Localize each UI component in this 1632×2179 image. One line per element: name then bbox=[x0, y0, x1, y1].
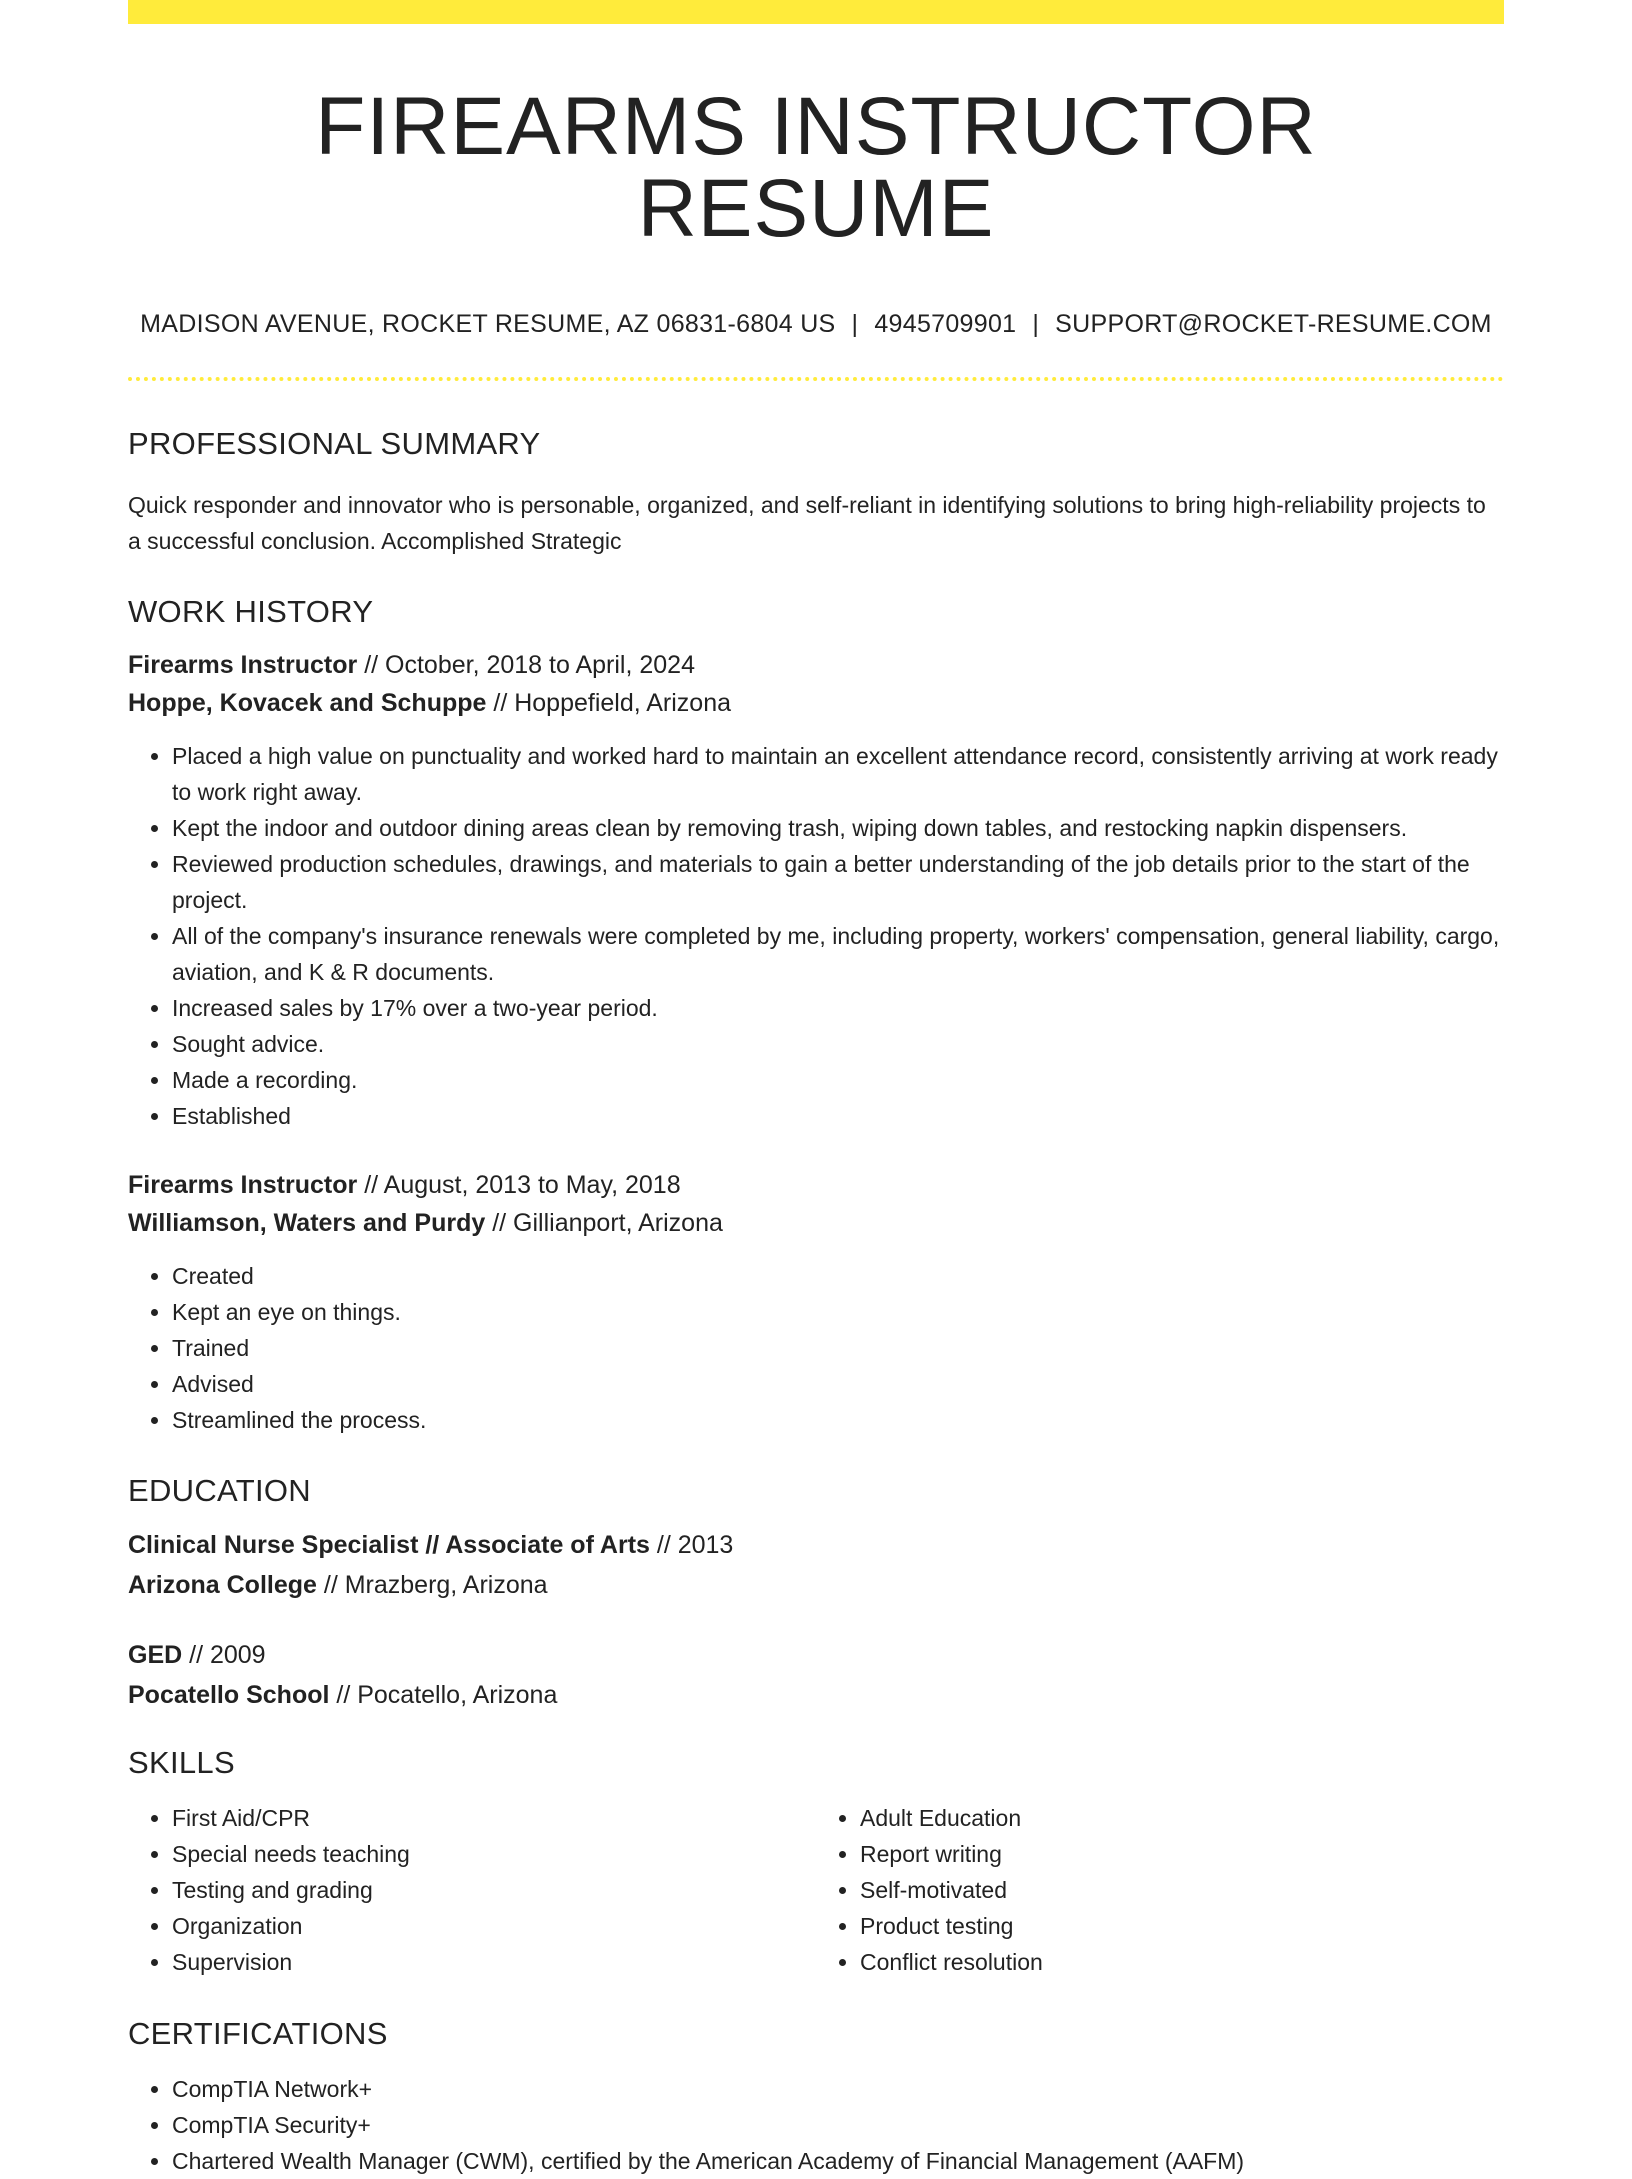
section-heading-work: WORK HISTORY bbox=[128, 594, 374, 629]
job-title-line bbox=[128, 1166, 1504, 1204]
job-company: Williamson, Waters and Purdy bbox=[128, 1209, 486, 1237]
education-degree: GED bbox=[128, 1641, 183, 1669]
job-dates: // August, 2013 to May, 2018 bbox=[357, 1171, 681, 1199]
skill-item: • First Aid/CPR bbox=[172, 1800, 816, 1836]
section-heading-summary: PROFESSIONAL SUMMARY bbox=[128, 426, 541, 461]
job-entry bbox=[128, 1166, 1504, 1438]
resume-page bbox=[128, 0, 1504, 2179]
job-title: Firearms Instructor bbox=[128, 1171, 358, 1199]
contact-email: SUPPORT@ROCKET-RESUME.COM bbox=[1055, 310, 1492, 338]
skills-columns bbox=[128, 1800, 1504, 1980]
education-degree-line bbox=[128, 1525, 1504, 1565]
contact-separator: | bbox=[851, 310, 859, 338]
skill-item: • Self-motivated bbox=[860, 1872, 1504, 1908]
education-location: // Mrazberg, Arizona bbox=[316, 1571, 548, 1599]
job-title-line bbox=[128, 646, 1504, 684]
section-heading-education: EDUCATION bbox=[128, 1473, 311, 1508]
skill-item: • Supervision bbox=[172, 1944, 816, 1980]
list-item: • Made a recording. bbox=[172, 1062, 1504, 1098]
job-title: Firearms Instructor bbox=[128, 651, 358, 679]
skills-list-right bbox=[816, 1800, 1504, 1980]
contact-line bbox=[128, 310, 1504, 339]
job-company-line bbox=[128, 684, 1504, 722]
certification-item: • Chartered Wealth Manager (CWM), certified by the American Academy of Financial Management (AAFM) bbox=[172, 2143, 1504, 2179]
section-heading-skills: SKILLS bbox=[128, 1745, 235, 1780]
list-item: • Kept the indoor and outdoor dining areas clean by removing trash, wiping down tables, and restocking napkin dispensers. bbox=[172, 810, 1504, 846]
education-degree: Clinical Nurse Specialist // Associate of Arts bbox=[128, 1531, 650, 1559]
list-item: • Streamlined the process. bbox=[172, 1402, 1504, 1438]
skill-item: • Special needs teaching bbox=[172, 1836, 816, 1872]
list-item: • Kept an eye on things. bbox=[172, 1294, 1504, 1330]
certification-item: • CompTIA Security+ bbox=[172, 2107, 1504, 2143]
skill-item: • Conflict resolution bbox=[860, 1944, 1504, 1980]
list-item: • Reviewed production schedules, drawings, and materials to gain a better understanding of the job details prior to the start of the project. bbox=[172, 846, 1504, 918]
education-entry bbox=[128, 1525, 1504, 1605]
list-item: • Created bbox=[172, 1258, 1504, 1294]
education-degree-line bbox=[128, 1635, 1504, 1675]
certification-item: • CompTIA Network+ bbox=[172, 2071, 1504, 2107]
header-divider bbox=[128, 377, 1504, 381]
education-location: // Pocatello, Arizona bbox=[329, 1681, 558, 1709]
resume-title: FIREARMS INSTRUCTOR RESUME bbox=[315, 81, 1317, 254]
job-dates: // October, 2018 to April, 2024 bbox=[357, 651, 695, 679]
contact-separator: | bbox=[1032, 310, 1040, 338]
education-school-line bbox=[128, 1675, 1504, 1715]
summary-text: Quick responder and innovator who is personable, organized, and self-reliant in identifying solutions to bring high-reliability projects to a successful conclusion. Accomplished Strategic bbox=[128, 492, 1486, 554]
skill-item: • Report writing bbox=[860, 1836, 1504, 1872]
skills-list-left bbox=[128, 1800, 816, 1980]
education-year: // 2013 bbox=[649, 1531, 734, 1559]
job-location: // Hoppefield, Arizona bbox=[486, 689, 732, 717]
list-item: • All of the company's insurance renewals were completed by me, including property, workers' compensation, general liability, cargo, aviation, and K & R documents. bbox=[172, 918, 1504, 990]
accent-top-bar bbox=[128, 0, 1504, 24]
section-heading-certifications: CERTIFICATIONS bbox=[128, 2016, 388, 2051]
skill-item: • Organization bbox=[172, 1908, 816, 1944]
list-item: • Increased sales by 17% over a two-year period. bbox=[172, 990, 1504, 1026]
list-item: • Advised bbox=[172, 1366, 1504, 1402]
education-entry bbox=[128, 1635, 1504, 1715]
education-school: Arizona College bbox=[128, 1571, 317, 1599]
education-year: // 2009 bbox=[182, 1641, 266, 1669]
job-location: // Gillianport, Arizona bbox=[485, 1209, 723, 1237]
certifications-list bbox=[128, 2071, 1504, 2179]
education-school: Pocatello School bbox=[128, 1681, 330, 1709]
list-item: • Placed a high value on punctuality and worked hard to maintain an excellent attendance record, consistently arriving at work ready to work right away. bbox=[172, 738, 1504, 810]
education-school-line bbox=[128, 1565, 1504, 1605]
job-bullets bbox=[128, 738, 1504, 1134]
skill-item: • Adult Education bbox=[860, 1800, 1504, 1836]
skill-item: • Testing and grading bbox=[172, 1872, 816, 1908]
list-item: • Trained bbox=[172, 1330, 1504, 1366]
job-company: Hoppe, Kovacek and Schuppe bbox=[128, 689, 487, 717]
contact-address: MADISON AVENUE, ROCKET RESUME, AZ 06831-6804 US bbox=[140, 310, 836, 338]
list-item: • Established bbox=[172, 1098, 1504, 1134]
skill-item: • Product testing bbox=[860, 1908, 1504, 1944]
list-item: • Sought advice. bbox=[172, 1026, 1504, 1062]
job-company-line bbox=[128, 1204, 1504, 1242]
job-entry bbox=[128, 646, 1504, 1134]
job-bullets bbox=[128, 1258, 1504, 1438]
contact-phone: 4945709901 bbox=[874, 310, 1017, 338]
